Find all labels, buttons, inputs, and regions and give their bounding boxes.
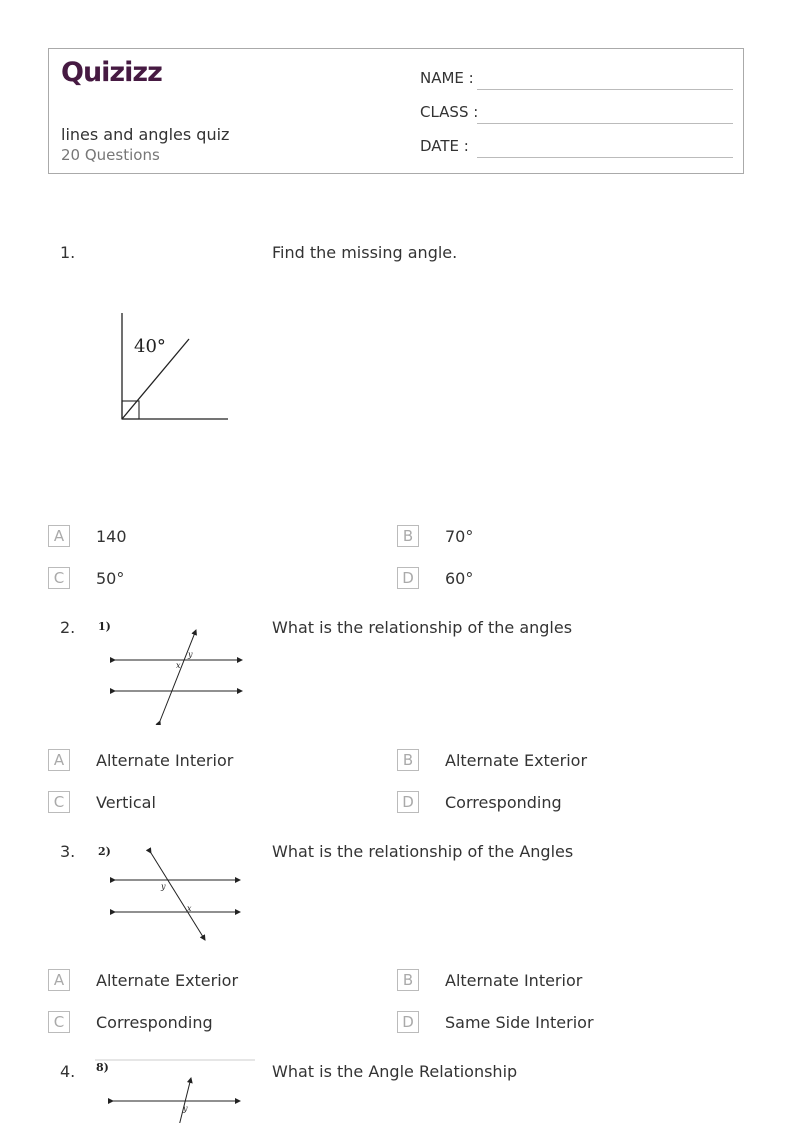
angle-x-label: x <box>176 661 181 670</box>
question-text: Find the missing angle. <box>272 243 458 262</box>
angle-y-label: y <box>183 1104 188 1113</box>
date-label: DATE : <box>420 137 469 155</box>
option-a-text[interactable]: 140 <box>96 527 127 546</box>
option-c-text[interactable]: 50° <box>96 569 125 588</box>
quizizz-logo: Quizizz <box>61 57 162 88</box>
option-c-text[interactable]: Corresponding <box>96 1013 213 1032</box>
question-number: 4. <box>60 1062 76 1081</box>
class-label: CLASS : <box>420 103 479 121</box>
option-d-text[interactable]: 60° <box>445 569 474 588</box>
question-number: 3. <box>60 842 76 861</box>
option-b-text[interactable]: 70° <box>445 527 474 546</box>
option-c-box[interactable]: C <box>48 567 70 589</box>
option-d-text[interactable]: Same Side Interior <box>445 1013 594 1032</box>
figure-tag: 2) <box>98 845 111 858</box>
question-text: What is the relationship of the angles <box>272 618 573 637</box>
option-c-box[interactable]: C <box>48 1011 70 1033</box>
parallel-lines-figure <box>95 1058 257 1123</box>
option-a-text[interactable]: Alternate Interior <box>96 751 234 770</box>
parallel-lines-figure <box>95 840 250 945</box>
option-a-text[interactable]: Alternate Exterior <box>96 971 239 990</box>
question-number: 2. <box>60 618 76 637</box>
worksheet-header <box>48 48 744 174</box>
option-b-text[interactable]: Alternate Interior <box>445 971 583 990</box>
question-number: 1. <box>60 243 76 262</box>
option-d-box[interactable]: D <box>397 567 419 589</box>
option-a-box[interactable]: A <box>48 969 70 991</box>
question-count: 20 Questions <box>61 146 160 164</box>
option-b-box[interactable]: B <box>397 749 419 771</box>
figure-tag: 1) <box>98 620 111 633</box>
option-a-box[interactable]: A <box>48 525 70 547</box>
option-d-text[interactable]: Corresponding <box>445 793 562 812</box>
option-c-box[interactable]: C <box>48 791 70 813</box>
quiz-title: lines and angles quiz <box>61 125 230 144</box>
angle-y-label: y <box>161 882 166 891</box>
transversal-line <box>160 630 196 721</box>
name-label: NAME : <box>420 69 474 87</box>
class-field[interactable] <box>477 123 733 124</box>
option-b-box[interactable]: B <box>397 525 419 547</box>
option-d-box[interactable]: D <box>397 791 419 813</box>
angle-y-label: y <box>188 650 193 659</box>
figure-tag: 8) <box>96 1061 109 1074</box>
question-text: What is the relationship of the Angles <box>272 842 574 861</box>
parallel-lines-figure <box>95 615 250 725</box>
option-d-box[interactable]: D <box>397 1011 419 1033</box>
date-field[interactable] <box>477 157 733 158</box>
name-field[interactable] <box>477 89 733 90</box>
option-c-text[interactable]: Vertical <box>96 793 156 812</box>
option-b-box[interactable]: B <box>397 969 419 991</box>
option-b-text[interactable]: Alternate Exterior <box>445 751 588 770</box>
angle-figure <box>110 305 240 430</box>
question-text: What is the Angle Relationship <box>272 1062 518 1081</box>
option-a-box[interactable]: A <box>48 749 70 771</box>
transversal-line <box>151 853 205 940</box>
angle-label: 40° <box>134 336 166 357</box>
angle-x-label: x <box>187 904 192 913</box>
